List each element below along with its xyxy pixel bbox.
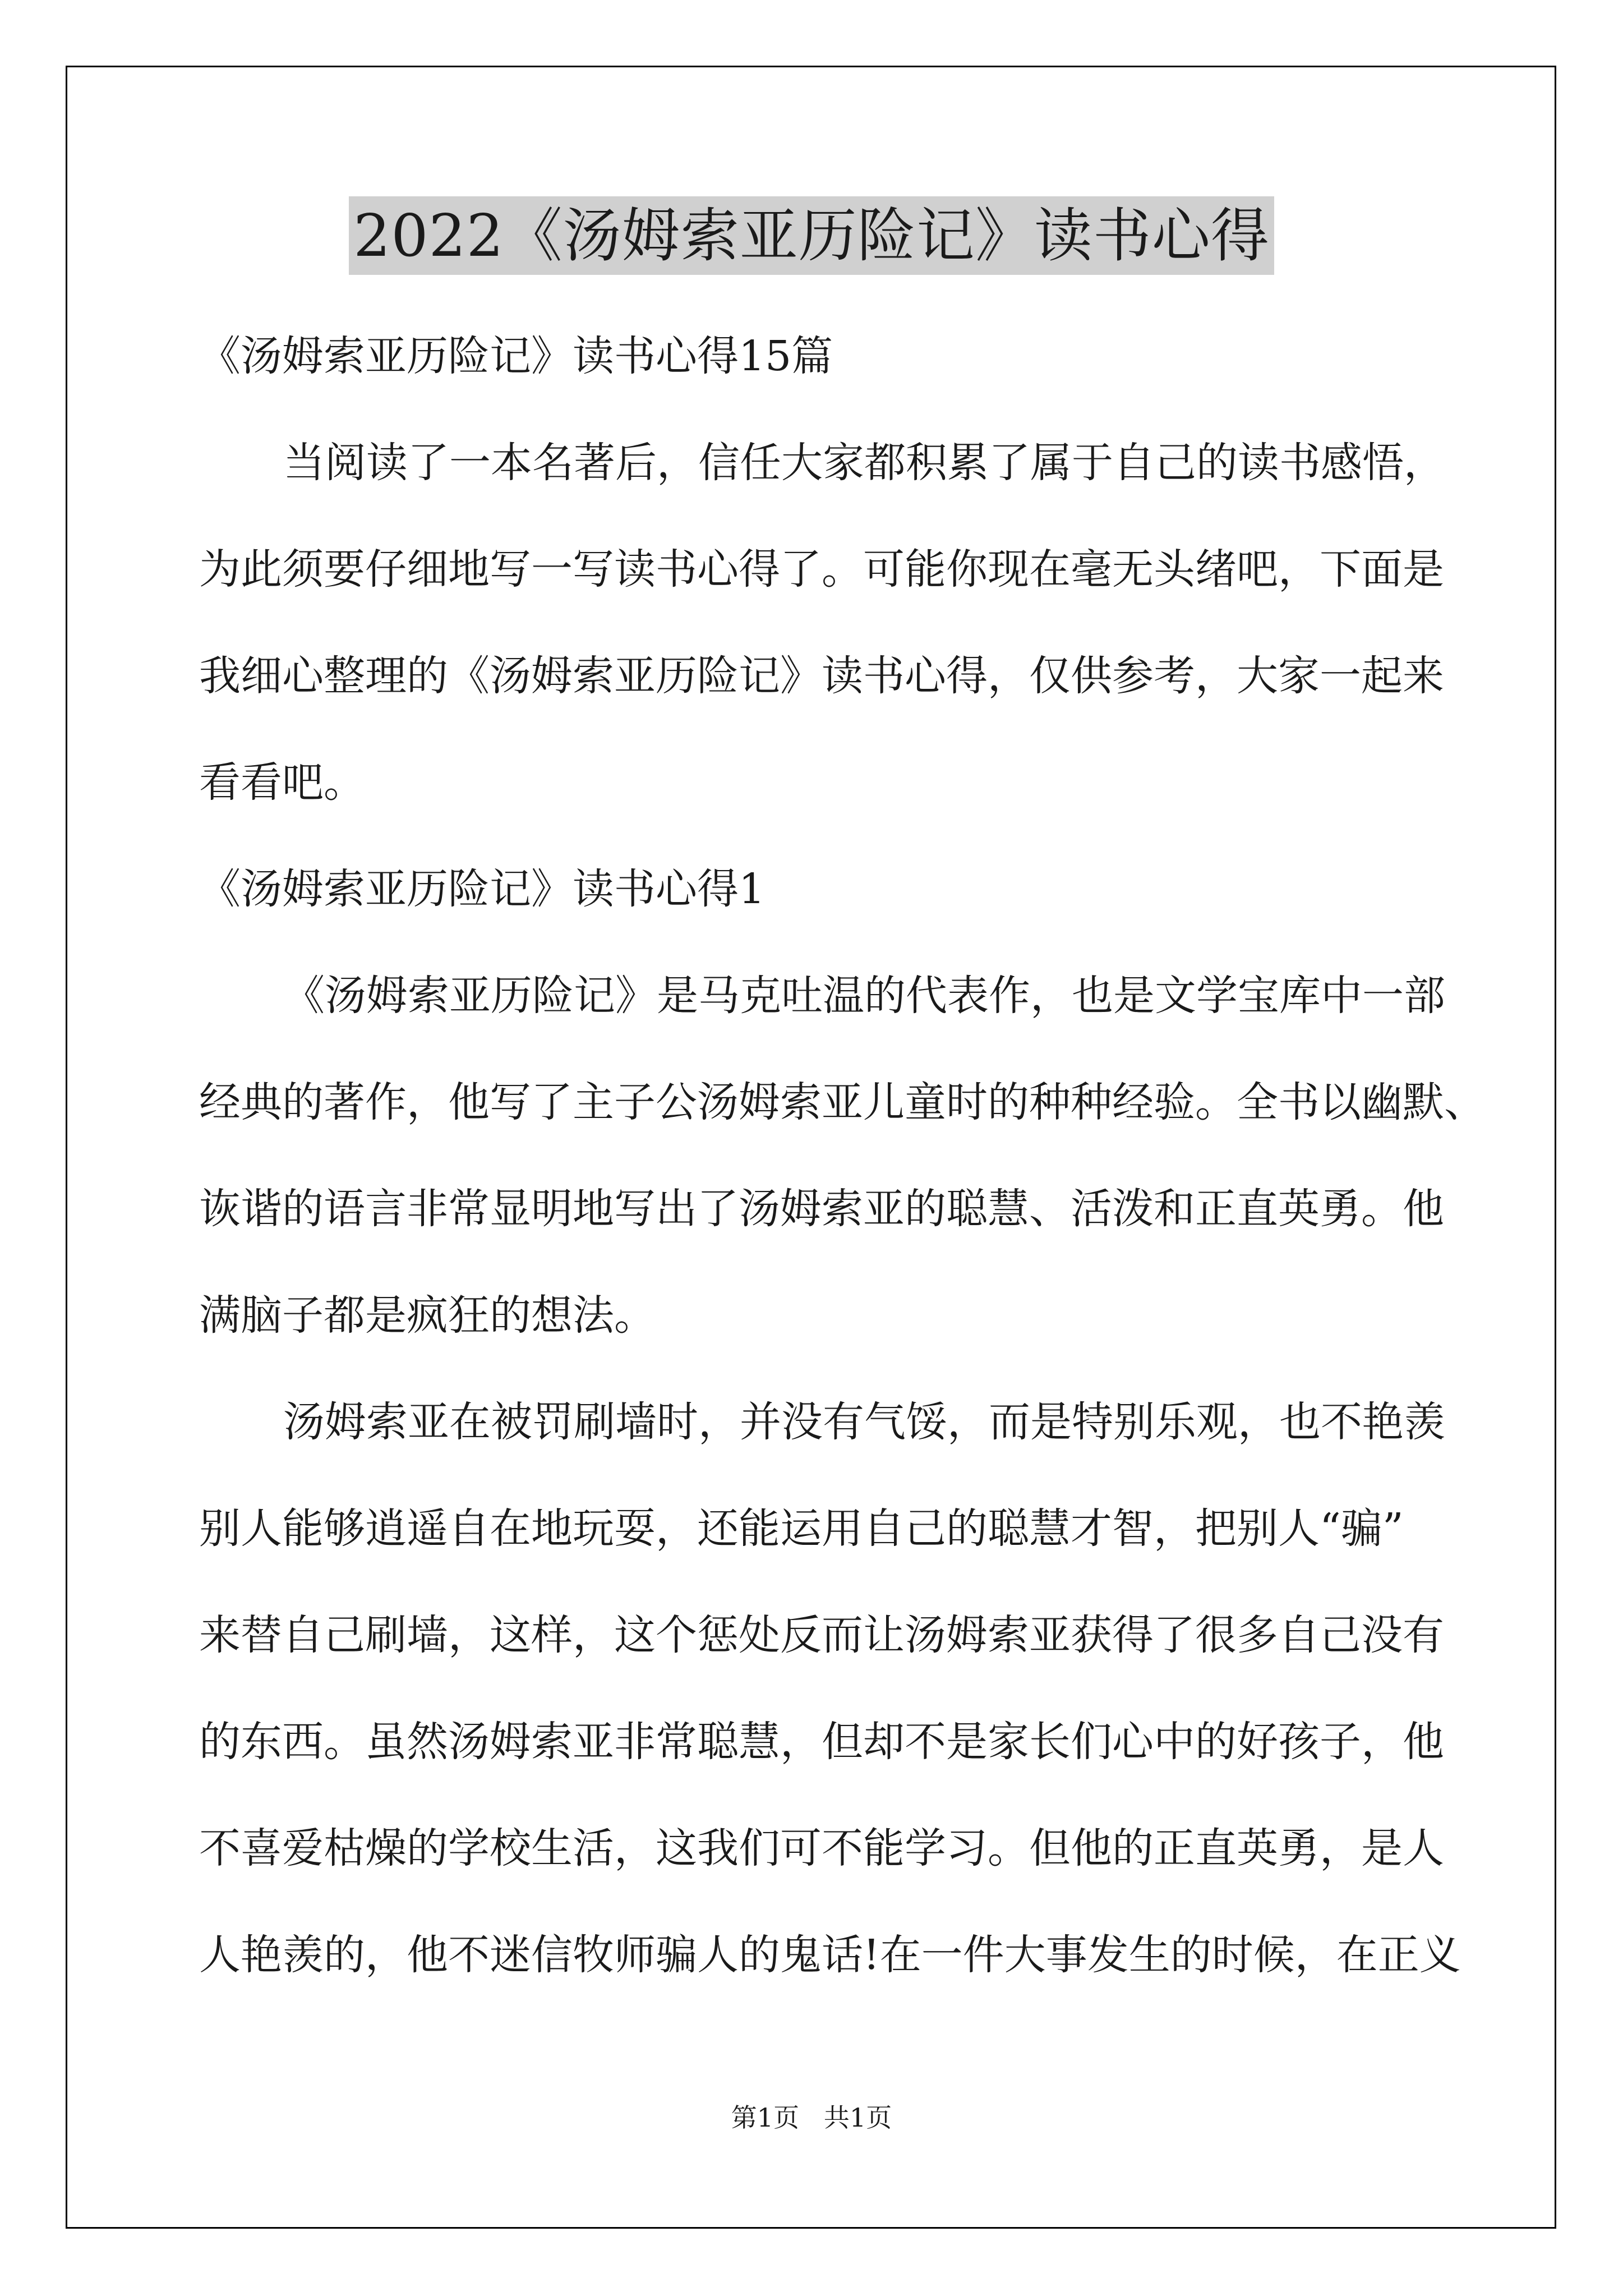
body-line: 《汤姆索亚历险记》读书心得1	[199, 865, 766, 913]
body-line: 来替自己刷墙，这样，这个惩处反而让汤姆索亚获得了很多自己没有	[199, 1611, 1444, 1659]
body-line: 满脑子都是疯狂的想法。	[199, 1291, 656, 1340]
body-line: 不喜爱枯燥的学校生活，这我们可不能学习。但他的正直英勇，是人	[199, 1824, 1444, 1872]
body-line: 经典的著作，他写了主子公汤姆索亚儿童时的种种经验。全书以幽默、	[199, 1078, 1486, 1126]
body-line: 我细心整理的《汤姆索亚历险记》读书心得，仅供参考，大家一起来	[199, 652, 1444, 700]
body-line: 的东西。虽然汤姆索亚非常聪慧，但却不是家长们心中的好孩子，他	[199, 1718, 1444, 1766]
title-wrap	[0, 196, 1623, 275]
body-line: 汤姆索亚在被罚刷墙时，并没有气馁，而是特别乐观，也不艳羡	[283, 1398, 1445, 1446]
body-line: 为此须要仔细地写一写读书心得了。可能你现在毫无头绪吧，下面是	[199, 545, 1444, 593]
page-footer: 第1页 共1页	[731, 2102, 892, 2133]
body-line: 看看吧。	[199, 758, 365, 807]
body-line: 诙谐的语言非常显明地写出了汤姆索亚的聪慧、活泼和正直英勇。他	[199, 1185, 1444, 1233]
document-title: 2022《汤姆索亚历险记》读书心得	[349, 196, 1274, 275]
body-line: 人艳羡的，他不迷信牧师骗人的鬼话!在一件大事发生的时候，在正义	[199, 1931, 1461, 1979]
body-line: 别人能够逍遥自在地玩耍，还能运用自己的聪慧才智，把别人“骗”	[199, 1504, 1404, 1553]
body-line: 《汤姆索亚历险记》读书心得15篇	[199, 332, 833, 380]
document-body	[199, 303, 1486, 2008]
body-line: 当阅读了一本名著后，信任大家都积累了属于自己的读书感悟，	[283, 439, 1445, 487]
body-line: 《汤姆索亚历险记》是马克吐温的代表作，也是文学宝库中一部	[283, 972, 1445, 1020]
